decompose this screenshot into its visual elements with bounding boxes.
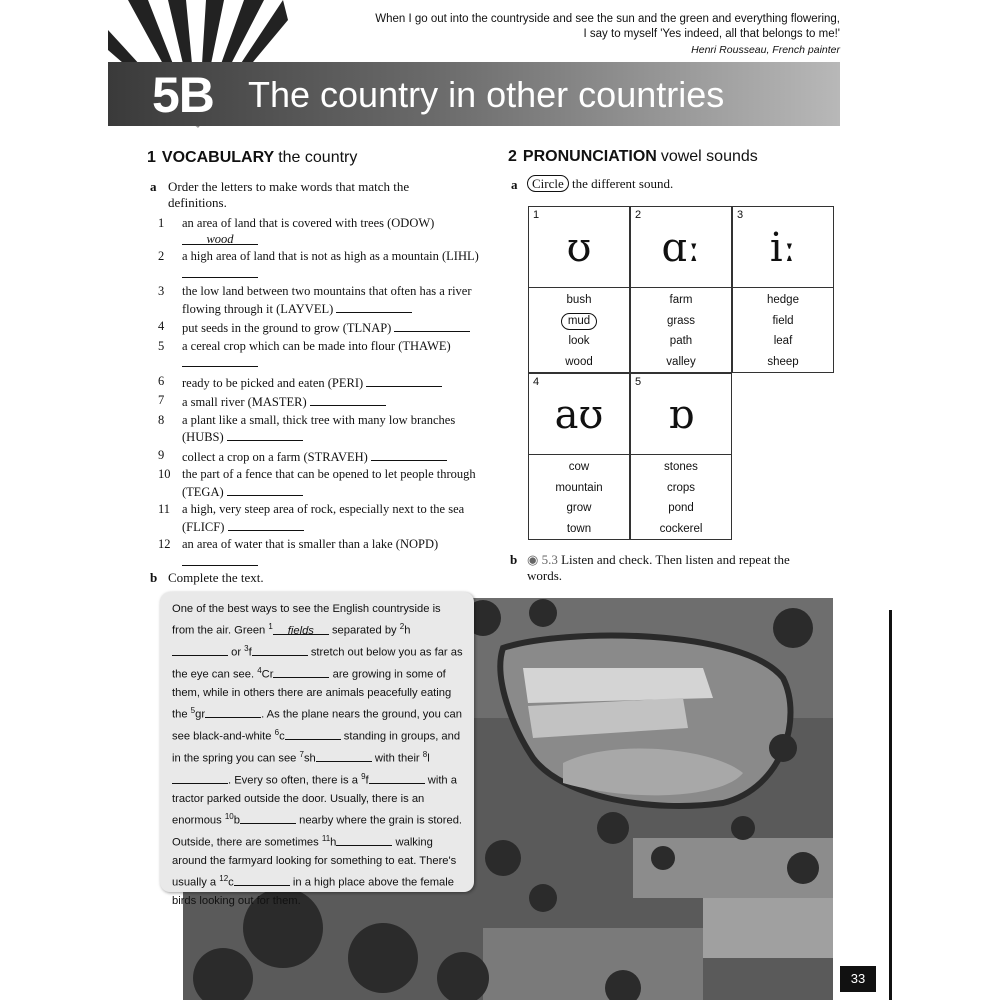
sound-word[interactable]: bush — [566, 294, 592, 306]
epigraph-quote — [370, 12, 840, 58]
sound-word[interactable]: stones — [664, 461, 698, 473]
text-gap[interactable] — [172, 643, 228, 656]
vocab-item-number: 4 — [158, 319, 165, 333]
answer-blank[interactable] — [228, 518, 304, 531]
answer-blank[interactable] — [366, 374, 442, 387]
unit-number: 5B — [152, 67, 214, 123]
vocab-item-number: 7 — [158, 393, 165, 407]
vocab-item — [158, 249, 488, 282]
phonetic-symbol: ɒ — [668, 392, 694, 438]
sound-word[interactable]: look — [568, 335, 590, 347]
sound-word[interactable]: hedge — [767, 294, 799, 306]
vocab-item-number: 12 — [158, 537, 171, 551]
vocab-item-text: ready to be picked and eaten (PERI) — [182, 374, 442, 392]
vocab-item-number: 3 — [158, 284, 165, 298]
vocab-item-text: an area of water that is smaller than a lake (NOPD) — [182, 537, 488, 570]
phonetic-symbol: ɑː — [661, 225, 701, 271]
sound-number: 5 — [635, 376, 642, 388]
page-number: 33 — [840, 966, 876, 992]
vocab-item-number: 5 — [158, 338, 165, 353]
sound-picture-cell — [630, 206, 732, 288]
vocab-item — [158, 502, 488, 535]
sound-word[interactable]: crops — [666, 481, 696, 494]
sound-word[interactable]: path — [669, 335, 693, 347]
pron-b-label: b — [510, 552, 518, 567]
sound-picture-cell — [528, 373, 630, 455]
vocab-item — [158, 216, 488, 247]
text-gap[interactable] — [285, 727, 341, 740]
text-gap[interactable] — [234, 873, 290, 886]
sound-word[interactable]: pond — [668, 502, 694, 514]
text-gap[interactable] — [240, 811, 296, 824]
sound-word[interactable]: wood — [565, 355, 593, 368]
sound-number: 3 — [737, 209, 744, 221]
complete-text-instruction: Complete the text. — [168, 570, 264, 585]
answer-blank[interactable] — [227, 483, 303, 496]
quote-author: Henri Rousseau, French painter — [691, 44, 840, 56]
quote-text: When I go out into the countryside and see the sun and the green and everything flowering, I say to myself 'Yes indeed, all that belongs to me!' — [375, 13, 840, 40]
vocab-item — [158, 374, 488, 392]
text-gap[interactable] — [252, 643, 308, 656]
text-gap[interactable] — [205, 705, 261, 718]
text-gap[interactable]: fields — [273, 622, 329, 635]
sound-picture-cell — [528, 206, 630, 288]
vocab-item — [158, 537, 488, 570]
text-gap[interactable] — [273, 665, 329, 678]
exercise-a-label: a — [150, 179, 157, 194]
page-edge — [889, 610, 892, 1000]
phonetic-symbol: ʊ — [566, 225, 592, 271]
gap-fill-text: One of the best ways to see the English countryside is from the air. Green $^1$ fields separated by $^2$h or $^3$f stretch out below you as far as the eye can see. $^4$Cr are growing in some of them, while in others there are animals peacefully eating the $^5$gr . As the plane nears the ground, you can see black-and-white $^6$c standing in groups, and in the spring you can see $^7$sh with their $^8$l. Every so often, there is a $^9$f with a tractor parked outside the door. Usually, there is an enormous $^{10}$b nearby where the grain is stored. Outside, there are sometimes $^{11}$h walking around the farmyard looking for something to eat. There's usually a $^{12}$c in a high place above the female birds looking out for them. — [160, 592, 474, 892]
sound-word[interactable]: sheep — [767, 355, 799, 368]
vocab-item — [158, 339, 488, 372]
vocabulary-heading: 1 VOCABULARY the country — [147, 149, 358, 166]
vocab-item-text: an area of land that is covered with trees (ODOW) wood — [182, 216, 435, 246]
sound-word-list — [630, 287, 732, 373]
audio-icon[interactable]: ◉ — [527, 552, 539, 567]
vocab-item — [158, 393, 488, 411]
sound-word[interactable]: mountain — [555, 481, 603, 494]
answer-blank[interactable] — [182, 265, 258, 278]
sound-word-list — [528, 287, 630, 373]
vocab-item — [158, 319, 488, 337]
vocab-item-text: the low land between two mountains that often has a river flowing through it (LAYVEL) — [182, 284, 472, 316]
vocab-item-number: 6 — [158, 373, 165, 388]
sound-word-list — [630, 454, 732, 540]
vocab-item-number: 11 — [158, 502, 171, 516]
answer-blank[interactable] — [371, 448, 447, 461]
pron-instruction: Circle the different sound. — [527, 176, 673, 192]
exercise-b-label: b — [150, 570, 158, 585]
text-gap[interactable] — [336, 833, 392, 846]
sound-word-list — [732, 287, 834, 373]
sound-word[interactable]: grass — [666, 314, 696, 327]
sound-word[interactable]: field — [772, 314, 794, 327]
answer-blank[interactable]: wood — [182, 232, 258, 245]
vocab-item-text: the part of a fence that can be opened to let people through (TEGA) — [182, 467, 476, 499]
sound-number: 4 — [533, 376, 540, 388]
pronunciation-heading: 2 PRONUNCIATION vowel sounds — [508, 148, 758, 165]
vocab-item — [158, 467, 488, 500]
vocab-item — [158, 413, 488, 446]
vocab-item-number: 2 — [158, 249, 165, 263]
pron-a-label: a — [511, 177, 518, 192]
sound-word[interactable]: grow — [566, 502, 592, 514]
sound-number: 1 — [533, 209, 540, 221]
sound-word[interactable]: cow — [568, 461, 590, 473]
vocab-item-text: a high area of land that is not as high as a mountain (LIHL) — [182, 249, 488, 282]
vocab-item-number: 8 — [158, 412, 165, 427]
pron-b-instruction: ◉ 5.3 Listen and check. Then listen and repeat the words. — [527, 552, 790, 583]
phonetic-symbol: aʊ — [554, 392, 604, 438]
sound-number: 2 — [635, 209, 642, 221]
sound-word[interactable]: valley — [666, 355, 696, 368]
page-title: The country in other countries — [248, 74, 725, 115]
answer-blank[interactable] — [227, 428, 303, 441]
sound-word[interactable]: cockerel — [659, 522, 703, 535]
sound-word[interactable]: farm — [669, 294, 693, 306]
sound-word[interactable]: town — [566, 522, 592, 535]
answer-blank[interactable] — [182, 354, 258, 367]
vocab-item-number: 10 — [158, 467, 171, 481]
vocab-item-number: 1 — [158, 216, 165, 230]
sound-word[interactable]: leaf — [773, 335, 793, 347]
vocab-item-text: put seeds in the ground to grow (TLNAP) — [182, 319, 470, 337]
sound-word[interactable]: mud — [529, 311, 629, 332]
vocab-item-text: a cereal crop which can be made into flour (THAWE) — [182, 339, 488, 372]
answer-blank[interactable] — [394, 319, 470, 332]
answer-blank[interactable] — [336, 300, 412, 313]
vocab-item-text: a plant like a small, thick tree with many low branches (HUBS) — [182, 412, 456, 444]
vocab-item-number: 9 — [158, 447, 165, 462]
vocab-item-text: a high, very steep area of rock, especially next to the sea (FLICF) — [182, 502, 465, 534]
text-gap[interactable] — [316, 749, 372, 762]
vocab-item — [158, 448, 488, 466]
vowel-sounds-grid — [528, 206, 832, 540]
sound-picture-cell — [630, 373, 732, 455]
answer-blank[interactable] — [182, 553, 258, 566]
vocab-item-text: collect a crop on a farm (STRAVEH) — [182, 448, 447, 466]
sound-picture-cell — [732, 206, 834, 288]
text-gap[interactable] — [172, 771, 228, 784]
audio-track: 5.3 — [541, 552, 558, 567]
vocab-item-text: a small river (MASTER) — [182, 393, 386, 411]
vocabulary-list — [158, 216, 488, 572]
vocab-item — [158, 284, 488, 317]
text-gap[interactable] — [369, 771, 425, 784]
sound-word-list — [528, 454, 630, 540]
answer-blank[interactable] — [310, 393, 386, 406]
vocabulary-instruction: Order the letters to make words that match the definitions. — [168, 179, 410, 210]
phonetic-symbol: iː — [769, 225, 797, 271]
